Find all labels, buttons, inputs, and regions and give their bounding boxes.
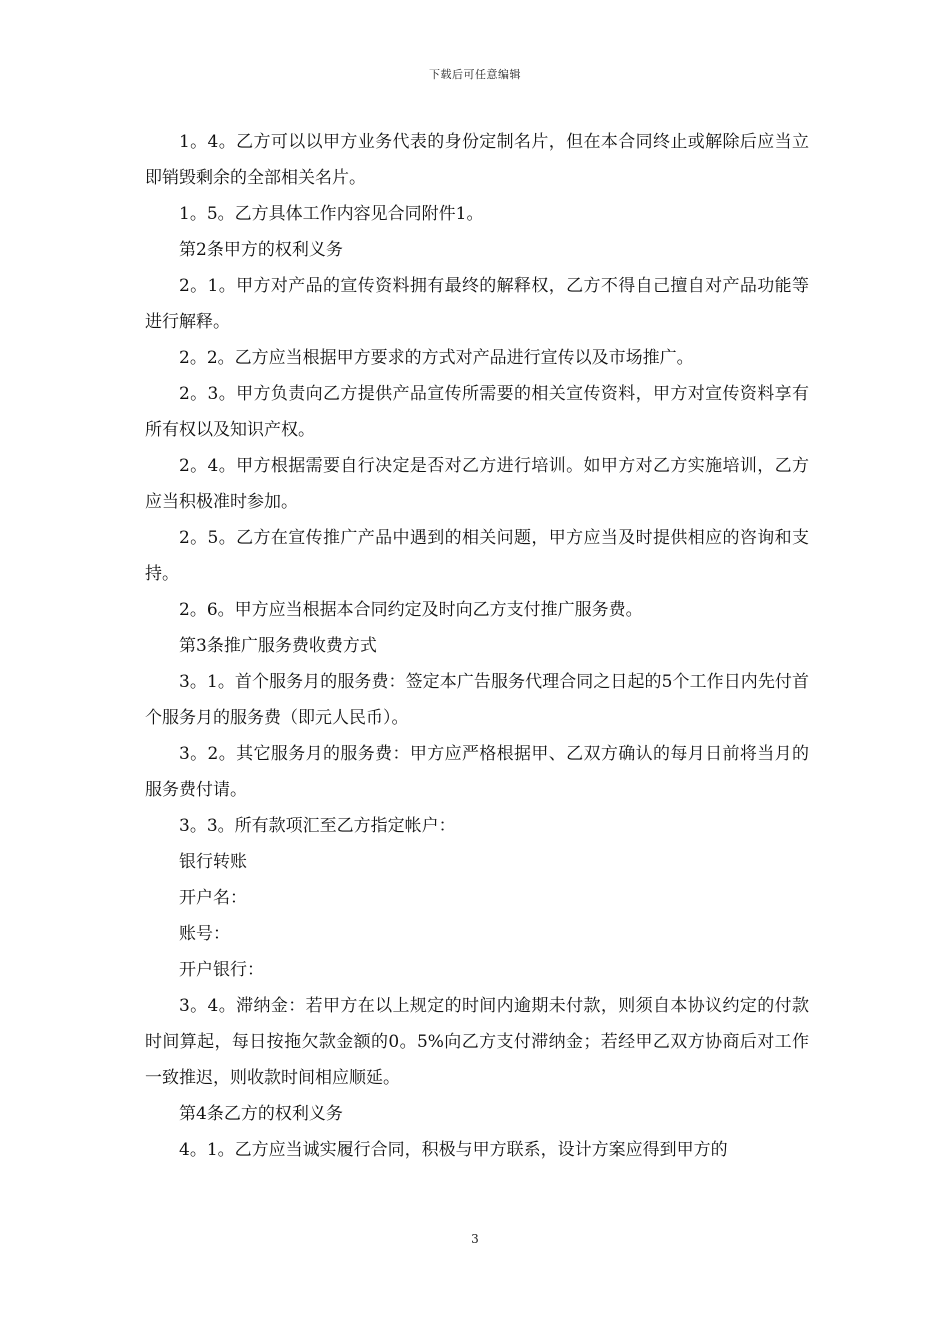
clause-2-5: 2。5。乙方在宣传推广产品中遇到的相关问题，甲方应当及时提供相应的咨询和支持。 — [145, 528, 809, 584]
account-number-label: 账号： — [179, 924, 230, 944]
account-name-label: 开户名： — [179, 888, 247, 908]
clause-3-3: 3。3。所有款项汇至乙方指定帐户： — [179, 816, 456, 836]
clause-3-4: 3。4。滞纳金：若甲方在以上规定的时间内逾期未付款，则须自本协议约定的付款时间算起，每日按拖欠款金额的0。5%向乙方支付滞纳金；若经甲乙双方协商后对工作一致推迟，则收款时间相应顺延。 — [145, 996, 809, 1088]
clause-3-2: 3。2。其它服务月的服务费：甲方应严格根据甲、乙双方确认的每月日前将当月的服务费付请。 — [145, 744, 809, 800]
clause-3-1: 3。1。首个服务月的服务费：签定本广告服务代理合同之日起的5个工作日内先付首个服务月的服务费（即元人民币）。 — [145, 672, 809, 728]
clause-2-1: 2。1。甲方对产品的宣传资料拥有最终的解释权，乙方不得自己擅自对产品功能等进行解释。 — [145, 276, 809, 332]
clause-1-5: 1。5。乙方具体工作内容见合同附件1。 — [179, 204, 484, 224]
clause-2-4: 2。4。甲方根据需要自行决定是否对乙方进行培训。如甲方对乙方实施培训，乙方应当积极准时参加。 — [145, 456, 809, 512]
page-number: 3 — [471, 1232, 479, 1246]
article-2-heading: 第2条甲方的权利义务 — [179, 240, 343, 260]
article-4-heading: 第4条乙方的权利义务 — [179, 1104, 343, 1124]
bank-name-label: 开户银行： — [179, 960, 264, 980]
document-body — [145, 124, 809, 1168]
clause-2-6: 2。6。甲方应当根据本合同约定及时向乙方支付推广服务费。 — [179, 600, 643, 620]
clause-2-3: 2。3。甲方负责向乙方提供产品宣传所需要的相关宣传资料，甲方对宣传资料享有所有权以及知识产权。 — [145, 384, 809, 440]
clause-2-2: 2。2。乙方应当根据甲方要求的方式对产品进行宣传以及市场推广。 — [179, 348, 694, 368]
clause-1-4: 1。4。乙方可以以甲方业务代表的身份定制名片，但在本合同终止或解除后应当立即销毁剩余的全部相关名片。 — [145, 132, 809, 188]
page-header-note: 下载后可任意编辑 — [429, 68, 521, 81]
clause-4-1: 4。1。乙方应当诚实履行合同，积极与甲方联系，设计方案应得到甲方的 — [179, 1140, 728, 1160]
article-3-heading: 第3条推广服务费收费方式 — [179, 636, 377, 656]
bank-transfer-label: 银行转账 — [179, 852, 247, 872]
